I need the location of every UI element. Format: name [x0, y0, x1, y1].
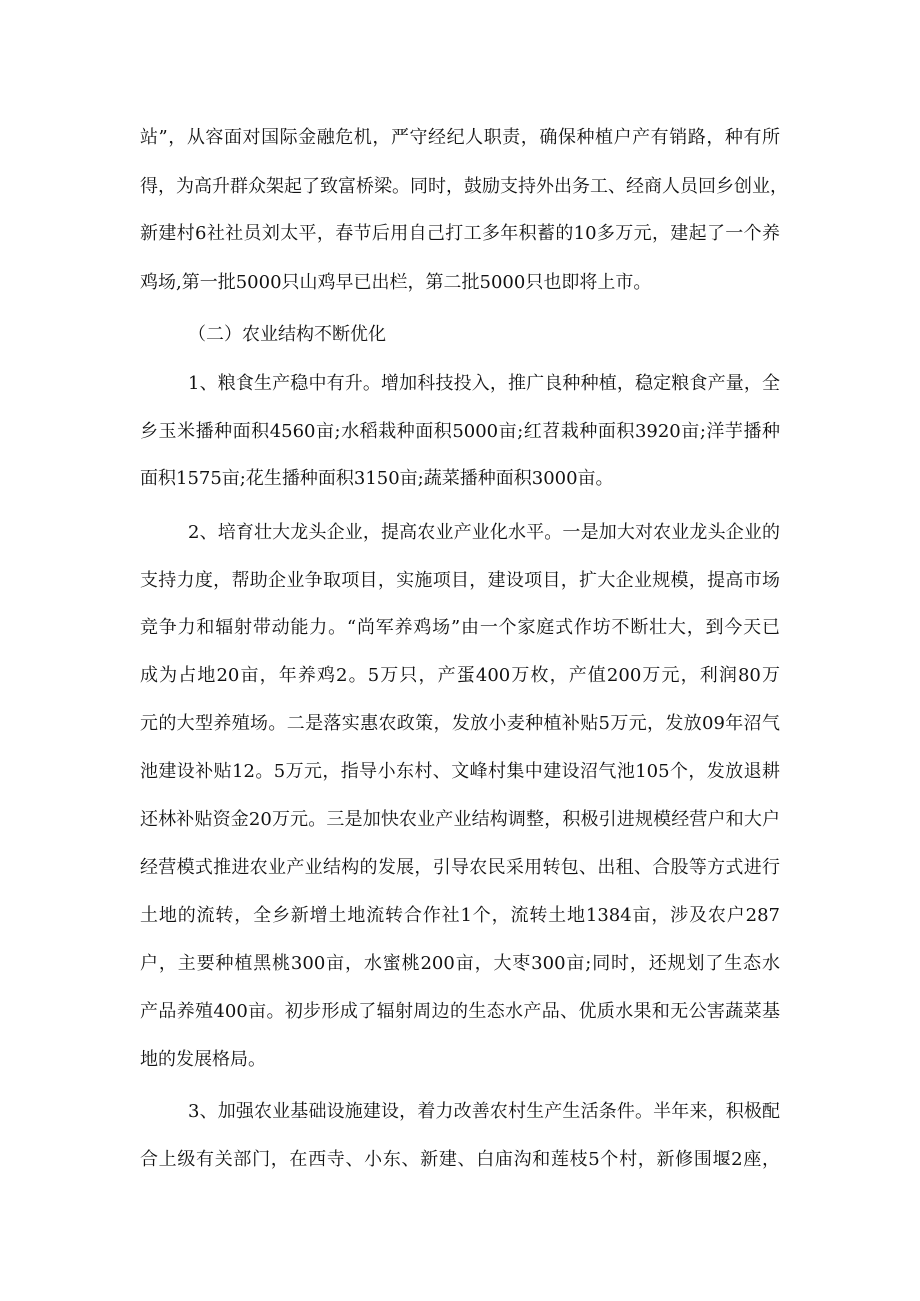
text-line: 经营模式推进农业产业结构的发展，引导农民采用转包、出租、合股等方式进行 — [140, 857, 780, 878]
text-line: 成为占地20亩，年养鸡2。5万只，产蛋400万枚，产值200万元，利润80万 — [140, 665, 780, 686]
text-line: 新建村6社社员刘太平，春节后用自己打工多年积蓄的10多万元，建起了一个养 — [140, 223, 780, 244]
text-line: 鸡场,第一批5000只山鸡早已出栏，第二批5000只也即将上市。 — [140, 272, 652, 293]
text-line: 还林补贴资金20万元。三是加快农业产业结构调整，积极引进规模经营户和大户 — [140, 809, 780, 830]
text-line: 竞争力和辐射带动能力。“尚军养鸡场”由一个家庭式作坊不断壮大，到今天已 — [140, 617, 780, 638]
text-line: 面积1575亩;花生播种面积3150亩;蔬菜播种面积3000亩。 — [140, 468, 614, 489]
text-line: 地的发展格局。 — [140, 1049, 266, 1070]
text-line: 土地的流转，全乡新增土地流转合作社1个，流转土地1384亩，涉及农户287 — [140, 905, 780, 926]
text-line: 站”，从容面对国际金融危机，严守经纪人职责，确保种植户产有销路，种有所 — [140, 127, 780, 148]
text-line: 池建设补贴12。5万元，指导小东村、文峰村集中建设沼气池105个，发放退耕 — [140, 761, 780, 782]
text-line: 3、加强农业基础设施建设，着力改善农村生产生活条件。半年来，积极配 — [188, 1101, 780, 1122]
text-line: 1、粮食生产稳中有升。增加科技投入，推广良种种植，稳定粮食产量，全 — [188, 373, 780, 394]
text-line: 产品养殖400亩。初步形成了辐射周边的生态水产品、优质水果和无公害蔬菜基 — [140, 1001, 780, 1022]
section-heading: （二）农业结构不断优化 — [188, 324, 386, 345]
text-line: 乡玉米播种面积4560亩;水稻栽种面积5000亩;红苕栽种面积3920亩;洋芋播种 — [140, 421, 780, 442]
text-line: 户，主要种植黑桃300亩，水蜜桃200亩，大枣300亩;同时，还规划了生态水 — [140, 953, 780, 974]
text-line: 2、培育壮大龙头企业，提高农业产业化水平。一是加大对农业龙头企业的 — [188, 522, 780, 543]
text-line: 得，为高升群众架起了致富桥梁。同时，鼓励支持外出务工、经商人员回乡创业， — [140, 176, 788, 197]
text-line: 合上级有关部门，在西寺、小东、新建、白庙沟和莲枝5个村，新修围堰2座， — [140, 1149, 780, 1170]
text-line: 支持力度，帮助企业争取项目，实施项目，建设项目，扩大企业规模，提高市场 — [140, 570, 780, 591]
text-line: 元的大型养殖场。二是落实惠农政策，发放小麦种植补贴5万元，发放09年沼气 — [140, 713, 780, 734]
